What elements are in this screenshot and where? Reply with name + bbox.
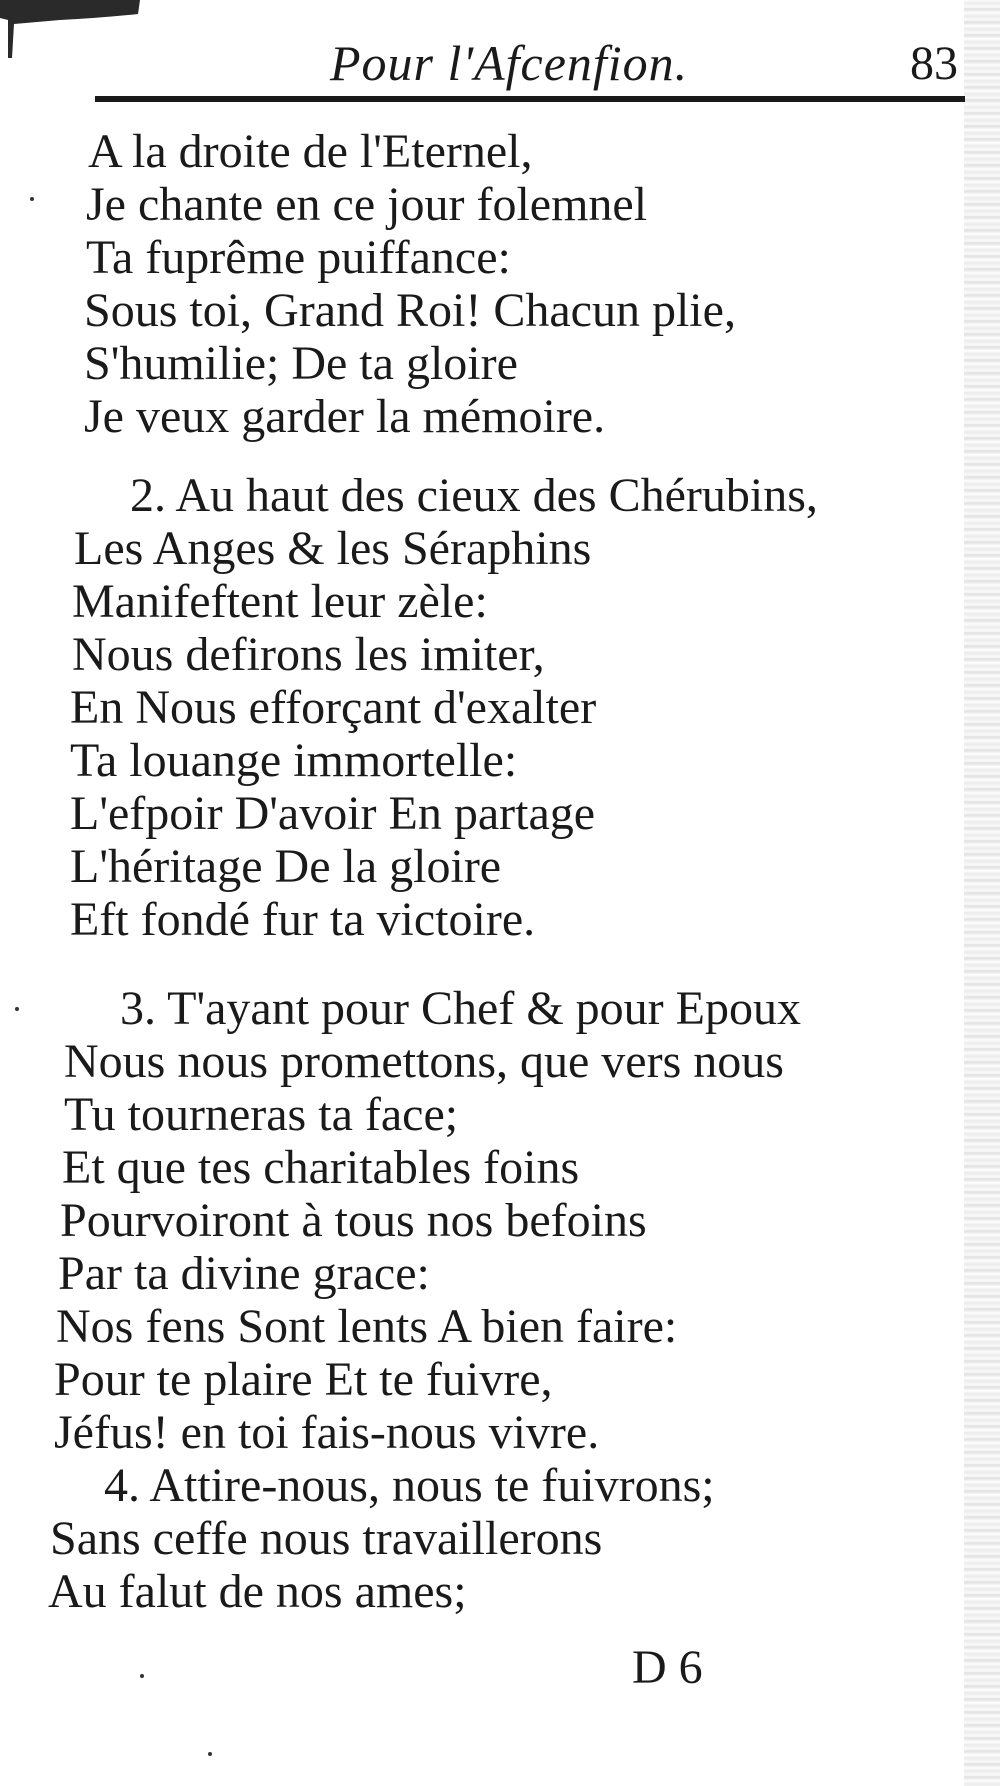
- verse-line: Pour te plaire Et te fuivre,: [54, 1353, 553, 1406]
- verse-line: Pourvoiront à tous nos befoins: [60, 1194, 647, 1247]
- verse-line: Nos fens Sont lents A bien faire:: [56, 1300, 678, 1353]
- verse-line: Je veux garder la mémoire.: [84, 390, 606, 443]
- verse-line: L'héritage De la gloire: [70, 840, 502, 893]
- verse-line: Au falut de nos ames;: [48, 1565, 467, 1618]
- verse-line: Sous toi, Grand Roi! Chacun plie,: [84, 284, 736, 337]
- verse-line: L'efpoir D'avoir En partage: [70, 787, 596, 840]
- verse-line: S'humilie; De ta gloire: [84, 337, 518, 390]
- ink-speck: [208, 1752, 212, 1756]
- running-head: [0, 24, 1000, 94]
- verse-line: Manifeftent leur zèle:: [72, 575, 488, 628]
- catchword-signature: D 6: [632, 1641, 703, 1694]
- ink-speck: [15, 1007, 19, 1011]
- header-rule: [95, 96, 965, 102]
- verse-line: Eft fondé fur ta victoire.: [70, 893, 536, 946]
- verse-line: Tu tourneras ta face;: [64, 1088, 459, 1141]
- running-title: Pour l'Afcenfion.: [330, 35, 689, 91]
- verse-line: Je chante en ce jour folemnel: [86, 178, 648, 231]
- verse-line: A la droite de l'Eternel,: [88, 125, 533, 178]
- verse-line: 4. Attire-nous, nous te fuivrons;: [104, 1459, 715, 1512]
- verse-line: En Nous efforçant d'exalter: [70, 681, 597, 734]
- verse-line: Ta louange immortelle:: [70, 734, 518, 787]
- ink-speck: [140, 1674, 144, 1678]
- verse-line: Nous defirons les imiter,: [72, 628, 545, 681]
- verse-line: Ta fuprême puiffance:: [86, 231, 511, 284]
- verse-line: Les Anges & les Séraphins: [74, 522, 592, 575]
- verse-line: Sans ceffe nous travaillerons: [50, 1512, 603, 1565]
- page-edge-texture: [964, 0, 1000, 1786]
- ink-speck: [30, 197, 34, 201]
- verse-line: Et que tes charitables foins: [62, 1141, 580, 1194]
- verse-line: 3. T'ayant pour Chef & pour Epoux: [120, 982, 801, 1035]
- verse-line: Par ta divine grace:: [58, 1247, 430, 1300]
- verse-line: Nous nous promettons, que vers nous: [64, 1035, 784, 1088]
- page-number: 83: [910, 37, 958, 90]
- verse-line: Jéfus! en toi fais-nous vivre.: [54, 1406, 600, 1459]
- verse-line: 2. Au haut des cieux des Chérubins,: [130, 469, 818, 522]
